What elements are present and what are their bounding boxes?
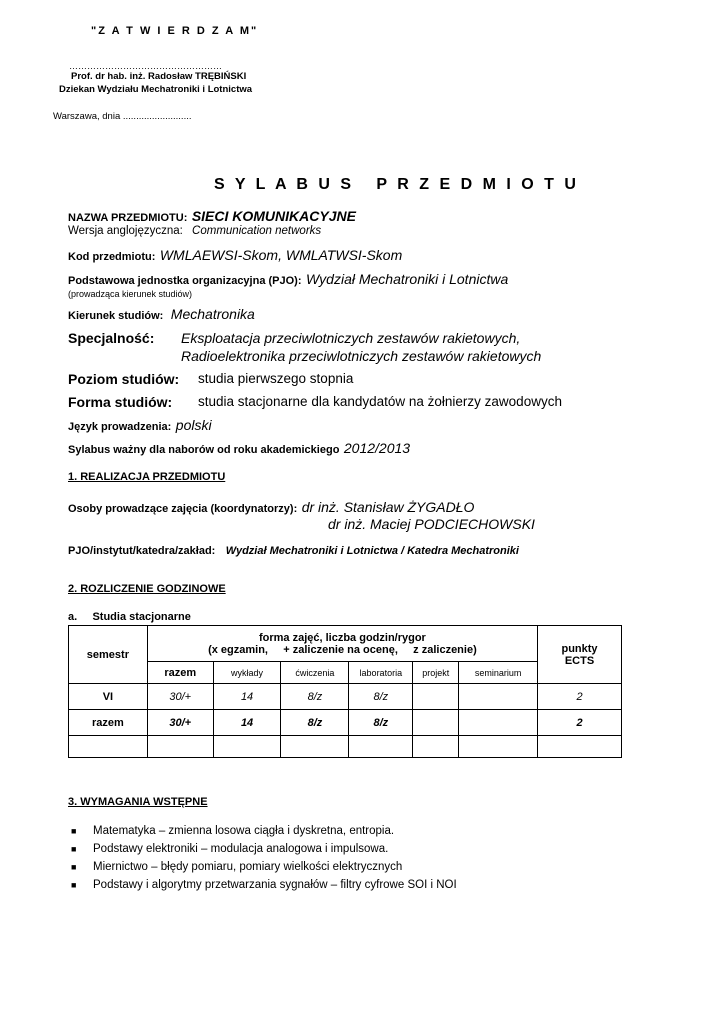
table-subheader: wykłady: [213, 662, 281, 684]
bullet-icon: ■: [71, 844, 77, 854]
course-valid-value: 2012/2013: [343, 440, 411, 456]
section2-heading: 2. ROZLICZENIE GODZINOWE: [68, 583, 226, 595]
course-code-row: [68, 247, 402, 265]
table-cell: 8/z: [281, 684, 349, 710]
table-cell: [213, 736, 281, 758]
section1-coord-1: dr inż. Stanisław ŻYGADŁO: [301, 499, 475, 515]
table-cell: [413, 736, 459, 758]
course-en-row: [68, 225, 321, 237]
course-field-value: Mechatronika: [170, 306, 255, 322]
approval-name: Prof. dr hab. inż. Radosław TRĘBIŃSKI: [71, 71, 247, 82]
table-cell: 14: [213, 684, 281, 710]
table-cell: 2: [538, 684, 622, 710]
course-code-label: Kod przedmiotu:: [68, 251, 156, 263]
section1-coord-row: [68, 499, 474, 517]
table-cell: 8/z: [349, 710, 413, 736]
course-level-value: studia pierwszego stopnia: [198, 371, 354, 386]
course-field-label: Kierunek studiów:: [68, 310, 164, 322]
list-item: [68, 840, 457, 858]
list-item: [68, 876, 457, 894]
table-cell: [459, 710, 538, 736]
table-cell: razem: [69, 710, 148, 736]
table-cell: 14: [213, 710, 281, 736]
table-header-forms: [147, 626, 537, 662]
approval-place-date: Warszawa, dnia ..........................: [53, 111, 192, 122]
course-en-value: Communication networks: [192, 225, 322, 237]
list-item-text: Miernictwo – błędy pomiaru, pomiary wielkości elektrycznych: [93, 861, 403, 873]
table-cell: [459, 684, 538, 710]
approval-role: Dziekan Wydziału Mechatroniki i Lotnictwa: [59, 84, 253, 95]
table-cell: 8/z: [349, 684, 413, 710]
table-cell: [349, 736, 413, 758]
requirements-list: [68, 822, 457, 894]
section1-heading: 1. REALIZACJA PRZEDMIOTU: [68, 471, 226, 483]
course-spec-label: Specjalność:: [68, 330, 155, 346]
table-header-forms-line2: (x egzamin, + zaliczenie na ocenę, z zaliczenie): [208, 643, 477, 656]
section3-heading: 3. WYMAGANIA WSTĘPNE: [68, 796, 208, 808]
table-row: [69, 684, 622, 710]
course-lang-row: [68, 417, 212, 435]
course-field-row: [68, 306, 255, 324]
course-pjo-row: [68, 271, 508, 289]
table-subheader: laboratoria: [349, 662, 413, 684]
table-header-semester: semestr: [69, 626, 148, 684]
list-item-text: Podstawy elektroniki – modulacja analogowa i impulsowa.: [93, 843, 389, 855]
bullet-icon: ■: [71, 826, 77, 836]
course-code-value: WMLAEWSI-Skom, WMLATWSI-Skom: [159, 247, 403, 263]
course-pjo-value: Wydział Mechatroniki i Lotnictwa: [305, 271, 509, 287]
approval-title: "Z A T W I E R D Z A M": [91, 25, 259, 37]
section1-unit-value: Wydział Mechatroniki i Lotnictwa / Katedra Mechatroniki: [225, 545, 519, 557]
course-form-label: Forma studiów:: [68, 394, 173, 410]
list-item: [68, 822, 457, 840]
table-row: [69, 710, 622, 736]
table-subheader: razem: [147, 662, 213, 684]
course-spec-value-1: Eksploatacja przeciwlotniczych zestawów rakietowych,: [181, 330, 521, 346]
course-lang-label: Język prowadzenia:: [68, 421, 172, 433]
table-subheader: ćwiczenia: [281, 662, 349, 684]
section1-coord-2: dr inż. Maciej PODCIECHOWSKI: [328, 516, 535, 532]
table-cell: [147, 736, 213, 758]
hours-table: [68, 625, 622, 758]
table-cell: [281, 736, 349, 758]
section2-subheading: a. Studia stacjonarne: [68, 611, 191, 623]
course-name-label: NAZWA PRZEDMIOTU:: [68, 212, 188, 224]
list-item-text: Podstawy i algorytmy przetwarzania sygnałów – filtry cyfrowe SOI i NOI: [93, 879, 457, 891]
table-cell: 8/z: [281, 710, 349, 736]
table-header-ects: punkty ECTS: [538, 626, 622, 684]
table-cell: [69, 736, 148, 758]
section1-unit-label: PJO/instytut/katedra/zakład:: [68, 545, 216, 557]
table-subheader: seminarium: [459, 662, 538, 684]
table-cell: [459, 736, 538, 758]
list-item: [68, 858, 457, 876]
table-header-forms-line1: forma zajęć, liczba godzin/rygor: [258, 631, 426, 644]
course-name-row: [68, 208, 356, 226]
bullet-icon: ■: [71, 862, 77, 872]
list-item-text: Matematyka – zmienna losowa ciągła i dyskretna, entropia.: [93, 825, 395, 837]
course-form-value: studia stacjonarne dla kandydatów na żołnierzy zawodowych: [198, 394, 562, 409]
section1-unit-row: [68, 541, 519, 559]
course-en-label: Wersja anglojęzyczna:: [68, 225, 183, 237]
course-name-value: SIECI KOMUNIKACYJNE: [191, 208, 356, 224]
section1-coord-label: Osoby prowadzące zajęcia (koordynatorzy):: [68, 503, 298, 515]
course-spec-value-2: Radioelektronika przeciwlotniczych zestawów rakietowych: [181, 348, 542, 364]
course-pjo-label: Podstawowa jednostka organizacyjna (PJO):: [68, 275, 302, 287]
table-cell: 30/+: [147, 710, 213, 736]
course-valid-label: Sylabus ważny dla naborów od roku akademickiego: [68, 444, 340, 456]
table-cell: [413, 684, 459, 710]
table-cell: 2: [538, 710, 622, 736]
table-subheader: projekt: [413, 662, 459, 684]
course-pjo-note: (prowadząca kierunek studiów): [68, 289, 193, 299]
table-row: [69, 736, 622, 758]
table-cell: [413, 710, 459, 736]
table-cell: [538, 736, 622, 758]
table-cell: 30/+: [147, 684, 213, 710]
course-lang-value: polski: [175, 417, 212, 433]
course-valid-row: [68, 440, 410, 458]
course-level-label: Poziom studiów:: [68, 371, 180, 387]
approval-signature-line: ……………………………………………: [69, 61, 222, 71]
bullet-icon: ■: [71, 880, 77, 890]
page-title: S Y L A B U S P R Z E D M I O T U: [214, 176, 579, 193]
table-cell: VI: [69, 684, 148, 710]
